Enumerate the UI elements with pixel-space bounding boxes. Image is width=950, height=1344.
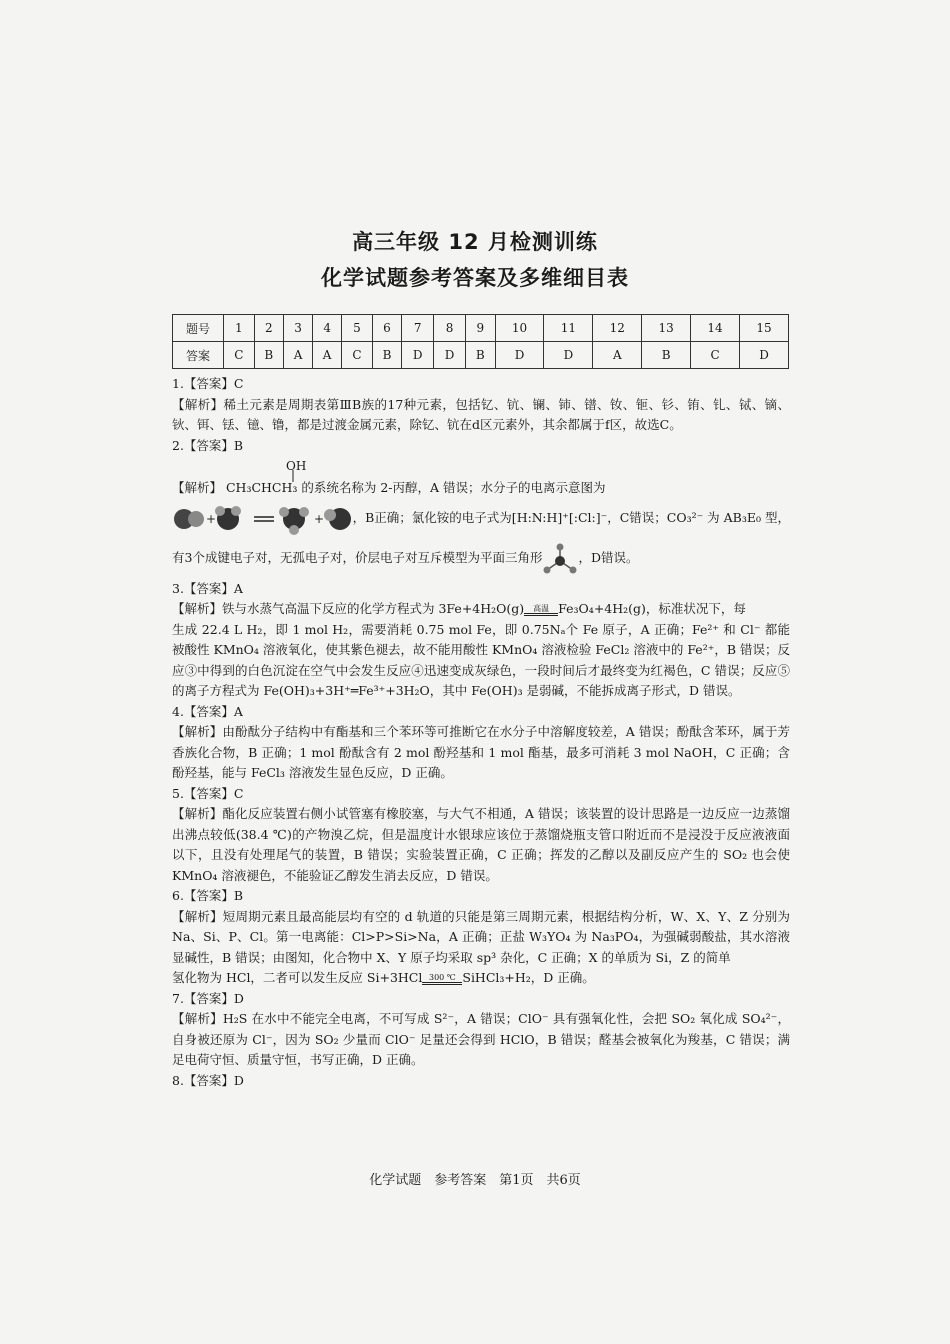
table-cell: 11 bbox=[544, 315, 593, 342]
table-cell: B bbox=[254, 342, 284, 369]
q4-answer-head: 4.【答案】A bbox=[172, 703, 243, 719]
trigonal-planar-model bbox=[542, 543, 578, 575]
table-cell: D bbox=[402, 342, 434, 369]
answer-content bbox=[172, 374, 790, 1091]
q6-answer-head: 6.【答案】B bbox=[172, 888, 244, 903]
q2-analysis-3-end: ，D错误。 bbox=[578, 550, 639, 566]
table-cell: D bbox=[495, 342, 544, 369]
q5-analysis: 【解析】酯化反应装置右侧小试管塞有橡胶塞，与大气不相通，A 错误；该装置的设计思路是一边反应一边蒸馏出沸点较低(38.4 ℃)的产物溴乙烷，但是温度计水银球应该位于蒸馏烧瓶支管口附近而不是浸没于反应液液面以下，且没有处理尾气的装置，B 错误；实验装置正确，C 正确；挥发的乙醇以及副反应产生的 SO₂ 也会使 KMnO₄ 溶液褪色，不能验证乙醇发生消去反应，D 错误。 bbox=[172, 806, 790, 883]
q2-vsepr-line bbox=[172, 539, 790, 579]
q2-water-ionization-line bbox=[172, 499, 790, 539]
q5-answer-head: 5.【答案】C bbox=[172, 785, 244, 801]
q6-condition-label: 300 ℃ bbox=[428, 972, 456, 982]
table-cell: 14 bbox=[691, 315, 740, 342]
table-row-numbers bbox=[173, 315, 789, 342]
table-cell: D bbox=[740, 342, 789, 369]
table-header-cell: 题号 bbox=[173, 315, 224, 342]
table-cell: 13 bbox=[642, 315, 691, 342]
svg-text:+: + bbox=[314, 511, 325, 526]
water-ionization-diagram bbox=[172, 502, 353, 536]
table-cell: C bbox=[691, 342, 740, 369]
table-cell: A bbox=[313, 342, 342, 369]
table-cell: 10 bbox=[495, 315, 544, 342]
table-cell: B bbox=[642, 342, 691, 369]
q3-reaction-condition bbox=[524, 604, 558, 616]
table-cell: 12 bbox=[593, 315, 642, 342]
q3-analysis-1-start: 【解析】铁与水蒸气高温下反应的化学方程式为 3Fe+4H₂O(g) bbox=[172, 601, 525, 616]
q2-oh-label: OH bbox=[286, 459, 307, 473]
table-header-cell: 答案 bbox=[173, 342, 224, 369]
answer-table bbox=[172, 314, 789, 369]
table-cell: C bbox=[224, 342, 255, 369]
page-footer: 化学试题 参考答案 第1页 共6页 bbox=[369, 1173, 581, 1188]
q7-analysis: 【解析】H₂S 在水中不能完全电离，不可写成 S²⁻，A 错误；ClO⁻ 具有强氧化性，会把 SO₂ 氧化成 SO₄²⁻，自身被还原为 Cl⁻，因为 SO₂ 少量而 ClO⁻ 足量还会得到 HClO，B 错误；醛基会被氧化为羧基，C 错误；满足电荷守恒、质量守恒，书写正确，D 正确。 bbox=[172, 1011, 790, 1067]
q3-answer-head: 3.【答案】A bbox=[172, 580, 243, 596]
equals-sign bbox=[524, 613, 558, 616]
table-cell: 1 bbox=[224, 315, 255, 342]
table-cell: 9 bbox=[466, 315, 496, 342]
q3-analysis-1 bbox=[172, 599, 790, 620]
table-cell: A bbox=[593, 342, 642, 369]
table-cell: D bbox=[434, 342, 466, 369]
q4-analysis: 【解析】由酚酞分子结构中有酯基和三个苯环等可推断它在水分子中溶解度较差，A 错误；酚酞含苯环，属于芳香族化合物，B 正确；1 mol 酚酞含有 2 mol 酚羟基和 1 mol 酯基，最多可消耗 3 mol NaOH，C 正确；含酚羟基，能与 FeCl₃ 溶液发生显色反应，D 正确。 bbox=[172, 724, 790, 780]
table-cell: 7 bbox=[402, 315, 434, 342]
q6-analysis-2-end: SiHCl₃+H₂，D 正确。 bbox=[462, 970, 595, 985]
table-cell: D bbox=[544, 342, 593, 369]
q2-analysis-2: ，B正确；氯化铵的电子式为[H:N:H]⁺[:Cl:]⁻，C错误；CO₃²⁻ 为 AB₃E₀ 型， bbox=[352, 510, 790, 526]
q2-answer-head: 2.【答案】B bbox=[172, 437, 244, 453]
q8-answer-head: 8.【答案】D bbox=[172, 1072, 244, 1088]
title-line-2: 化学试题参考答案及多维细目表 bbox=[321, 266, 629, 290]
table-cell: 8 bbox=[434, 315, 466, 342]
q2-bond-line bbox=[292, 470, 294, 482]
table-cell: 2 bbox=[254, 315, 284, 342]
q3-condition-label: 高温 bbox=[533, 603, 550, 613]
q1-analysis: 【解析】稀土元素是周期表第ⅢB族的17种元素，包括钇、钪、镧、铈、镨、钕、钷、钐、铕、钆、铽、镝、钬、铒、铥、镱、镥，都是过渡金属元素，除钇、钪在d区元素外，其余都属于f区，故选C。 bbox=[172, 396, 790, 432]
equals-sign bbox=[422, 982, 462, 985]
q6-reaction-condition bbox=[422, 973, 462, 985]
q6-analysis-2-start: 氢化物为 HCl，二者可以发生反应 Si+3HCl bbox=[172, 970, 423, 985]
table-row-answers bbox=[173, 342, 789, 369]
title-line-1: 高三年级 12 月检测训练 bbox=[352, 230, 598, 254]
table-cell: A bbox=[284, 342, 313, 369]
svg-text:+: + bbox=[206, 511, 217, 526]
q3-analysis-2: 生成 22.4 L H₂，即 1 mol H₂，需要消耗 0.75 mol Fe，即 0.75Nₐ个 Fe 原子，A 正确；Fe²⁺ 和 Cl⁻ 都能被酸性 KMnO₄ 溶液氧化，使其紫色褪去，故不能用酸性 KMnO₄ 溶液检验 FeCl₂ 溶液中的 Fe²⁺，B 错误；反应③中得到的白色沉淀在空气中会发生反应④迅速变成灰绿色，一段时间后才最终变为红褐色，C 错误；反应⑤的离子方程式为 Fe(OH)₃+3H⁺═Fe³⁺+3H₂O，其中 Fe(OH)₃ 是弱碱，不能拆成离子形式，D 错误。 bbox=[172, 621, 790, 698]
q6-analysis-2 bbox=[172, 968, 790, 989]
table-cell: C bbox=[342, 342, 373, 369]
table-cell: 4 bbox=[313, 315, 342, 342]
q3-analysis-1-end: Fe₃O₄+4H₂(g)，标准状况下，每 bbox=[558, 601, 746, 616]
q2-analysis-1: 【解析】 CH₃CHCH₃ 的系统名称为 2-丙醇，A 错误；水分子的电离示意图为 bbox=[172, 480, 606, 495]
table-cell: B bbox=[466, 342, 496, 369]
q7-answer-head: 7.【答案】D bbox=[172, 990, 244, 1006]
table-cell: 5 bbox=[342, 315, 373, 342]
q2-oh-label-block bbox=[172, 456, 790, 478]
table-cell: 15 bbox=[740, 315, 789, 342]
table-cell: 6 bbox=[372, 315, 402, 342]
q1-answer-head: 1.【答案】C bbox=[172, 376, 244, 391]
q2-analysis-3: 有3个成键电子对，无孤电子对，价层电子对互斥模型为平面三角形 bbox=[172, 550, 543, 566]
table-cell: B bbox=[372, 342, 402, 369]
table-cell: 3 bbox=[284, 315, 313, 342]
q6-analysis-1: 【解析】短周期元素且最高能层均有空的 d 轨道的只能是第三周期元素，根据结构分析，W、X、Y、Z 分别为 Na、Si、P、Cl。第一电离能：Cl>P>Si>Na，A 正确；正盐 W₃YO₄ 为 Na₃PO₄，为强碱弱酸盐，其水溶液显碱性，B 错误；由图知，化合物中 X、Y 原子均采取 sp³ 杂化，C 正确；X 的单质为 Si，Z 的简单 bbox=[172, 908, 790, 965]
